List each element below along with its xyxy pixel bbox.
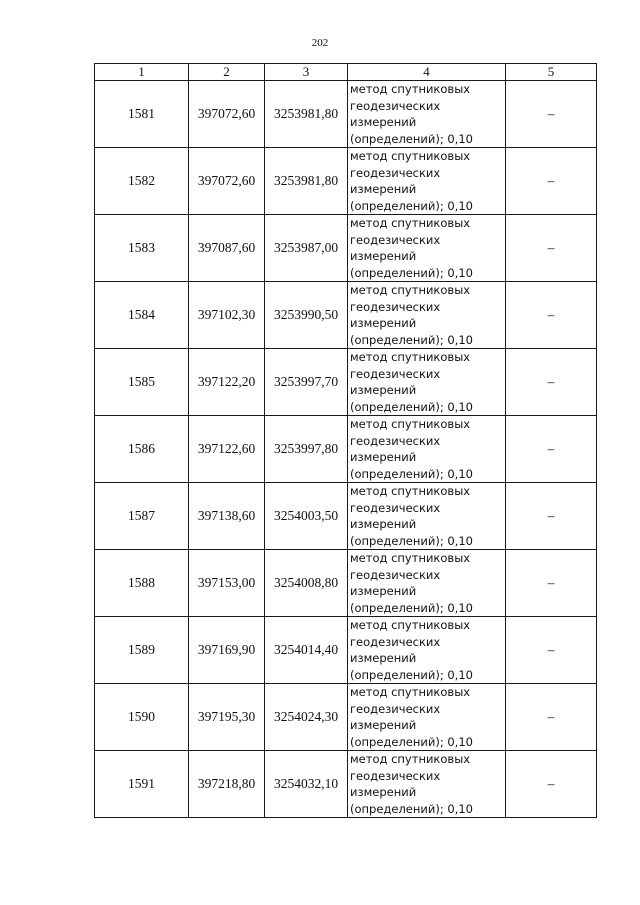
table-row — [95, 81, 597, 148]
column-header-4: 4 — [348, 64, 506, 81]
y-coordinate-cell: 3254008,80 — [265, 550, 348, 617]
point-number-cell: 1589 — [95, 617, 189, 684]
x-coordinate-cell: 397072,60 — [189, 148, 265, 215]
table-row — [95, 684, 597, 751]
x-coordinate-cell: 397122,60 — [189, 416, 265, 483]
point-number-cell: 1585 — [95, 349, 189, 416]
method-accuracy-cell: метод спутниковых геодезических измерений (определений); 0,10 — [348, 617, 506, 684]
point-number-cell: 1583 — [95, 215, 189, 282]
note-cell: – — [506, 483, 597, 550]
y-coordinate-cell: 3253990,50 — [265, 282, 348, 349]
x-coordinate-cell: 397122,20 — [189, 349, 265, 416]
column-header-2: 2 — [189, 64, 265, 81]
note-cell: – — [506, 349, 597, 416]
x-coordinate-cell: 397138,60 — [189, 483, 265, 550]
method-accuracy-cell: метод спутниковых геодезических измерений (определений); 0,10 — [348, 751, 506, 818]
note-cell: – — [506, 416, 597, 483]
point-number-cell: 1587 — [95, 483, 189, 550]
table-body — [95, 81, 597, 818]
coordinates-table — [94, 63, 597, 818]
x-coordinate-cell: 397195,30 — [189, 684, 265, 751]
note-cell: – — [506, 148, 597, 215]
column-header-5: 5 — [506, 64, 597, 81]
method-accuracy-cell: метод спутниковых геодезических измерений (определений); 0,10 — [348, 282, 506, 349]
x-coordinate-cell: 397218,80 — [189, 751, 265, 818]
method-accuracy-cell: метод спутниковых геодезических измерений (определений); 0,10 — [348, 416, 506, 483]
point-number-cell: 1591 — [95, 751, 189, 818]
y-coordinate-cell: 3254014,40 — [265, 617, 348, 684]
note-cell: – — [506, 282, 597, 349]
point-number-cell: 1586 — [95, 416, 189, 483]
column-header-3: 3 — [265, 64, 348, 81]
method-accuracy-cell: метод спутниковых геодезических измерений (определений); 0,10 — [348, 349, 506, 416]
column-header-1: 1 — [95, 64, 189, 81]
y-coordinate-cell: 3253987,00 — [265, 215, 348, 282]
point-number-cell: 1582 — [95, 148, 189, 215]
note-cell: – — [506, 215, 597, 282]
y-coordinate-cell: 3253981,80 — [265, 148, 348, 215]
y-coordinate-cell: 3254024,30 — [265, 684, 348, 751]
x-coordinate-cell: 397169,90 — [189, 617, 265, 684]
table-row — [95, 148, 597, 215]
y-coordinate-cell: 3254032,10 — [265, 751, 348, 818]
method-accuracy-cell: метод спутниковых геодезических измерений (определений); 0,10 — [348, 684, 506, 751]
table-header-row — [95, 64, 597, 81]
note-cell: – — [506, 81, 597, 148]
method-accuracy-cell: метод спутниковых геодезических измерений (определений); 0,10 — [348, 483, 506, 550]
note-cell: – — [506, 684, 597, 751]
point-number-cell: 1584 — [95, 282, 189, 349]
point-number-cell: 1590 — [95, 684, 189, 751]
table-row — [95, 751, 597, 818]
y-coordinate-cell: 3254003,50 — [265, 483, 348, 550]
method-accuracy-cell: метод спутниковых геодезических измерений (определений); 0,10 — [348, 148, 506, 215]
table-row — [95, 617, 597, 684]
method-accuracy-cell: метод спутниковых геодезических измерений (определений); 0,10 — [348, 215, 506, 282]
note-cell: – — [506, 617, 597, 684]
x-coordinate-cell: 397153,00 — [189, 550, 265, 617]
note-cell: – — [506, 550, 597, 617]
y-coordinate-cell: 3253981,80 — [265, 81, 348, 148]
table-row — [95, 483, 597, 550]
y-coordinate-cell: 3253997,80 — [265, 416, 348, 483]
table-row — [95, 550, 597, 617]
x-coordinate-cell: 397087,60 — [189, 215, 265, 282]
x-coordinate-cell: 397072,60 — [189, 81, 265, 148]
point-number-cell: 1588 — [95, 550, 189, 617]
table-row — [95, 282, 597, 349]
table-row — [95, 416, 597, 483]
note-cell: – — [506, 751, 597, 818]
method-accuracy-cell: метод спутниковых геодезических измерений (определений); 0,10 — [348, 550, 506, 617]
page-number: 202 — [311, 37, 329, 49]
y-coordinate-cell: 3253997,70 — [265, 349, 348, 416]
method-accuracy-cell: метод спутниковых геодезических измерений (определений); 0,10 — [348, 81, 506, 148]
table-row — [95, 215, 597, 282]
table-row — [95, 349, 597, 416]
x-coordinate-cell: 397102,30 — [189, 282, 265, 349]
point-number-cell: 1581 — [95, 81, 189, 148]
